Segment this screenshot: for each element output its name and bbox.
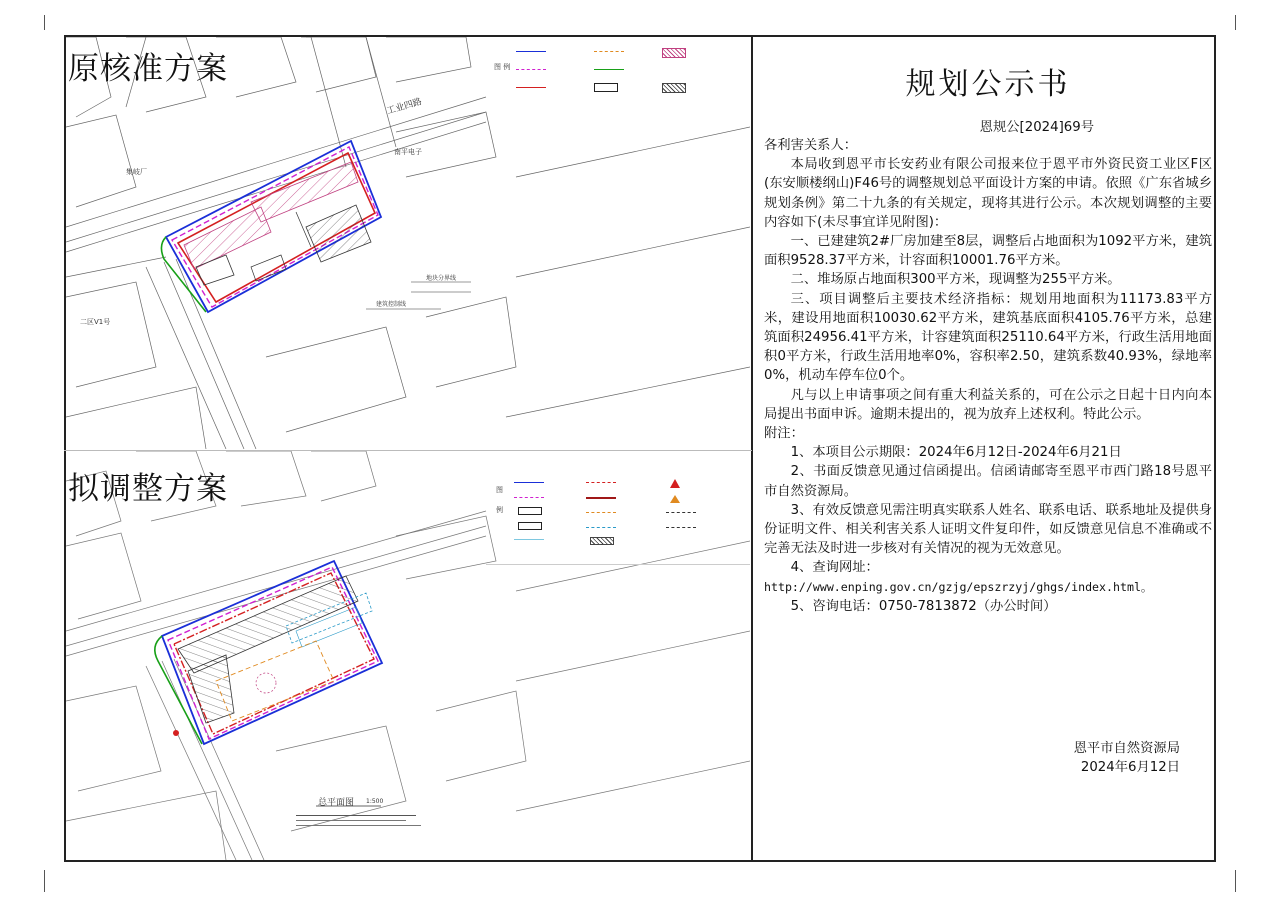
adj-legend-box-1 (518, 507, 542, 515)
signing-date: 2024年6月12日 (1080, 760, 1180, 775)
legend-swatch-red (516, 87, 546, 88)
crop-mark-top (44, 15, 45, 30)
adjusted-plan-map (66, 451, 750, 860)
paragraph-2: 一、已建建筑2#厂房加建至8层，调整后占地面积为1092平方米，建筑面积9528.37平方米，计容面积10001.76平方米。 (764, 234, 1212, 269)
signer: 恩平市自然资源局 (1073, 741, 1180, 756)
adj-legend-red-dash (586, 482, 616, 483)
adj-legend-hatch (590, 537, 614, 545)
adj-legend-dash-grey-2 (666, 527, 696, 528)
crop-mark-top-right (1235, 15, 1236, 30)
adj-legend-orange (586, 512, 616, 513)
original-plot-label-4: 地块分界线 (426, 275, 457, 282)
original-plot-label-5: 建筑控制线 (376, 301, 407, 308)
salutation: 各利害关系人： (764, 138, 858, 153)
adjusted-plan-scale: 1:500 (366, 798, 384, 805)
adj-legend-box-2 (518, 522, 542, 530)
adjusted-legend-panel (486, 472, 750, 565)
planning-notice (764, 35, 1212, 860)
legend-swatch-magenta (516, 69, 546, 70)
notice-body (764, 136, 1212, 616)
crop-mark-bottom-right (1235, 870, 1236, 892)
adjusted-legend-heading-2: 例 (496, 506, 503, 514)
note-5-phone: 5、咨询电话：0750-7813872（办公时间） (790, 598, 1057, 614)
original-plot-label-3: 二区V1号 (80, 318, 111, 326)
legend-swatch-blue (516, 51, 546, 52)
original-legend-heading: 图 例 (494, 63, 511, 71)
legend-swatch-box (594, 83, 618, 92)
adj-legend-red-solid (586, 497, 616, 499)
query-url[interactable]: http://www.enping.gov.cn/gzjg/epszrzyj/ghgs/index.html。 (764, 579, 1153, 594)
note-4: 4、查询网址： (790, 560, 879, 576)
note-1: 1、本项目公示期限：2024年6月12日-2024年6月21日 (790, 445, 1122, 461)
entrance-icon (670, 495, 680, 503)
notice-title: 规划公示书 (905, 67, 1071, 102)
paragraph-4: 三、项目调整后主要技术经济指标：规划用地面积为11173.83平方米，建设用地面积10030.62平方米，建筑基底面积4105.76平方米，总建筑面积24956.41平方米，计容建筑面积25110.64平方米，行政生活用地面积0平方米，行政生活用地率0%，容积率2.50，建筑系数40.93%，绿地率0%，机动车停车位0个。 (764, 291, 1212, 384)
original-plan-title: 原核准方案 (68, 51, 228, 87)
adj-legend-cyan (514, 539, 544, 540)
legend-swatch-green (594, 69, 624, 70)
crop-mark-bottom (44, 870, 45, 892)
adjusted-plan-title: 拟调整方案 (68, 471, 228, 507)
note-2: 2、书面反馈意见通过信函提出。信函请邮寄至恩平市西门路18号恩平市自然资源局。 (764, 464, 1212, 499)
original-plan-map (66, 37, 750, 449)
adj-legend-dash-grey (666, 512, 696, 513)
column-divider (751, 35, 753, 862)
original-plot-label-2: 集岐厂 (126, 168, 147, 176)
legend-swatch-orange (594, 51, 624, 52)
paragraph-5: 凡与以上申请事项之间有重大利益关系的，可在公示之日起十日内向本局提出书面申诉。逾期未提出的，视为放弃上述权利。特此公示。 (764, 387, 1212, 422)
adj-legend-magenta (514, 497, 544, 498)
notes-label: 附注： (764, 426, 804, 442)
adjusted-plan-name: 总平面图 (318, 798, 355, 808)
adjusted-plan-notes (296, 813, 446, 830)
adj-legend-teal (586, 527, 616, 528)
legend-swatch-hatch-grey (662, 83, 686, 93)
adjusted-legend-heading-1: 图 (496, 486, 503, 494)
original-plot-label-1: 南平电子 (394, 148, 422, 156)
triangle-icon (670, 479, 680, 488)
document-number: 恩规公[2024]69号 (979, 120, 1094, 135)
adj-legend-blue (514, 482, 544, 483)
paragraph-1: 本局收到恩平市长安药业有限公司报来位于恩平市外资民资工业区F区(东安顺楼纲山)F46号的调整规划总平面设计方案的申请。依照《广东省城乡规划条例》第二十九条的有关规定，现将其进行公示。本次规划调整的主要内容如下(未尽事宜详见附图)： (764, 157, 1212, 230)
note-3: 3、有效反馈意见需注明真实联系人姓名、联系电话、联系地址及提供身份证明文件、相关利害关系人证明文件复印件，如反馈意见信息不准确或不完善无法及时进一步核对有关情况的视为无效意见。 (764, 502, 1212, 557)
paragraph-3: 二、堆场原占地面积300平方米，现调整为255平方米。 (790, 272, 1121, 288)
original-road-label: 工业四路 (385, 97, 424, 117)
legend-swatch-hatch-pink (662, 48, 686, 58)
